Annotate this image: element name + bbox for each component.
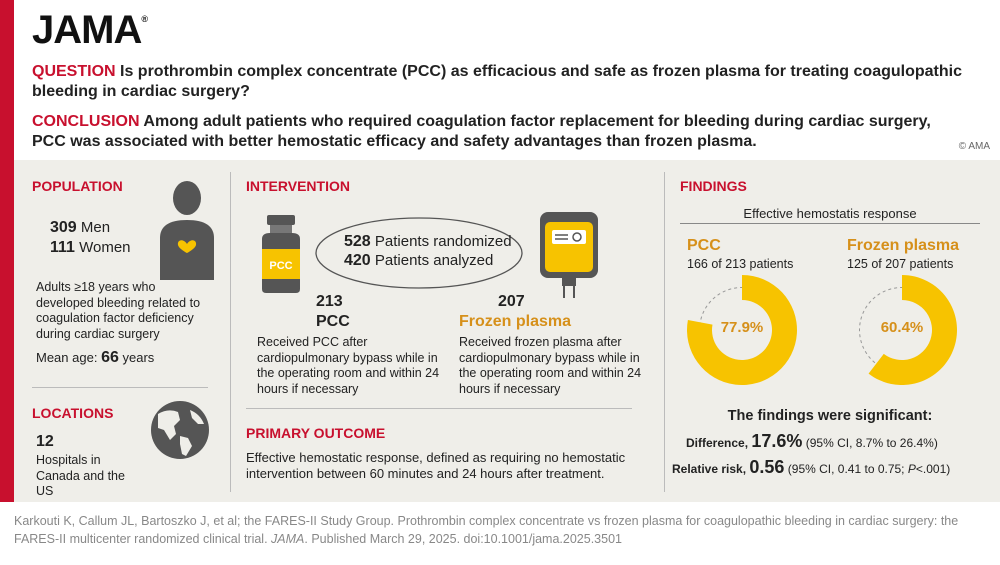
mean-age: Mean age: 66 years: [36, 349, 155, 366]
question: [32, 62, 962, 102]
significance-label: The findings were significant:: [727, 408, 933, 424]
globe-icon: [150, 400, 210, 460]
copyright: © AMA: [958, 141, 990, 152]
main-panel: [14, 160, 1000, 502]
pcc-percent-label: 77.9%: [720, 319, 764, 336]
locations-description: Hospitals in Canada and the US: [36, 453, 125, 498]
conclusion-label: CONCLUSION: [32, 113, 140, 130]
findings-fp-name: Frozen plasma: [847, 237, 960, 254]
jama-logo: JAMA®: [32, 8, 147, 52]
findings-pcc-name: PCC: [687, 237, 721, 254]
population-men: 309 Men: [50, 219, 111, 236]
divider: [680, 223, 980, 224]
person-icon: [158, 180, 218, 280]
pcc-description: Received PCC after cardiopulmonary bypass while in the operating room and within 24 hours if necessary: [257, 335, 440, 396]
findings-pcc-patients: 166 of 213 patients: [687, 257, 794, 271]
divider: [246, 408, 632, 409]
divider: [230, 172, 231, 492]
analyzed-count: 420 Patients analyzed: [344, 252, 494, 269]
vial-icon: [258, 215, 304, 293]
fp-name: Frozen plasma: [459, 313, 572, 330]
pcc-name: PCC: [316, 313, 350, 330]
conclusion: [32, 112, 962, 152]
locations-count: 12: [36, 433, 54, 450]
fp-count: 207: [498, 293, 525, 310]
fp-description: Received frozen plasma after cardiopulmonary bypass while in the operating room and within 24 hours if necessary: [459, 335, 642, 396]
randomized-count: 528 Patients randomized: [344, 233, 512, 250]
vial-label: PCC: [269, 260, 293, 272]
findings-fp-patients: 125 of 207 patients: [847, 257, 954, 271]
findings-subheading: Effective hemostatis response: [743, 206, 917, 221]
population-description: Adults ≥18 years who developed bleeding related to coagulation factor deficiency during cardiac surgery: [36, 280, 201, 341]
question-text: Is prothrombin complex concentrate (PCC) as efficacious and safe as frozen plasma for treating coagulopathic bleeding in cardiac surgery?: [32, 63, 962, 100]
pcc-count: 213: [316, 293, 343, 310]
difference-line: Difference, 17.6% (95% CI, 8.7% to 26.4%): [686, 431, 938, 451]
accent-bar: [0, 0, 14, 502]
population-heading: POPULATION: [32, 178, 123, 194]
intervention-heading: INTERVENTION: [246, 178, 350, 194]
fp-percent-label: 60.4%: [880, 319, 924, 336]
question-label: QUESTION: [32, 63, 116, 80]
conclusion-text: Among adult patients who required coagulation factor replacement for bleeding during cardiac surgery, PCC was associated with better hemostatic efficacy and safety advantages than frozen plasma.: [32, 113, 931, 150]
citation: Karkouti K, Callum JL, Bartoszko J, et al; the FARES-II Study Group. Prothrombin complex concentrate vs frozen plasma for coagulopathic bleeding in cardiac surgery: the FARES-II multicenter randomized clinical trial. JAMA. Published March 29, 2025. doi:10.1001/jama.2025.3501: [14, 514, 959, 546]
primary-outcome-heading: PRIMARY OUTCOME: [246, 425, 386, 441]
divider: [32, 387, 208, 388]
relative-risk-line: Relative risk, 0.56 (95% CI, 0.41 to 0.75; P<.001): [672, 457, 951, 477]
locations-heading: LOCATIONS: [32, 405, 114, 421]
header-section: [14, 0, 1000, 160]
primary-outcome-text: Effective hemostatic response, defined as requiring no hemostatic intervention between 60 minutes and 24 hours after treatment.: [246, 450, 626, 481]
plasma-bag-icon: [538, 210, 600, 300]
divider: [664, 172, 665, 492]
findings-heading: FINDINGS: [680, 178, 747, 194]
population-women: 111 Women: [50, 239, 131, 256]
